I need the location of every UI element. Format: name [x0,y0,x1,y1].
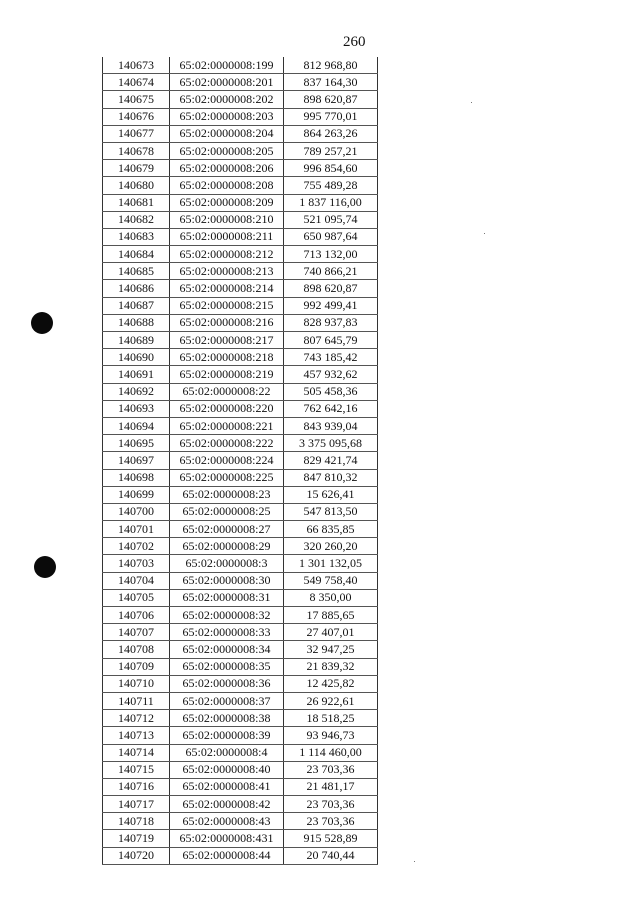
cadastral-number-cell: 65:02:0000008:431 [170,830,284,847]
cadastral-number-cell: 65:02:0000008:23 [170,486,284,503]
row-id-cell: 140677 [103,125,170,142]
row-id-cell: 140714 [103,744,170,761]
table-row [103,91,378,108]
row-id-cell: 140700 [103,503,170,520]
amount-cell: 26 922,61 [284,692,378,709]
row-id-cell: 140718 [103,813,170,830]
table-row [103,435,378,452]
amount-cell: 17 885,65 [284,607,378,624]
table-row [103,761,378,778]
cadastral-number-cell: 65:02:0000008:216 [170,314,284,331]
table-row [103,675,378,692]
amount-cell: 915 528,89 [284,830,378,847]
row-id-cell: 140702 [103,538,170,555]
amount-cell: 807 645,79 [284,332,378,349]
amount-cell: 66 835,85 [284,521,378,538]
table-row [103,280,378,297]
cadastral-number-cell: 65:02:0000008:35 [170,658,284,675]
cadastral-number-cell: 65:02:0000008:222 [170,435,284,452]
cadastral-number-cell: 65:02:0000008:208 [170,177,284,194]
row-id-cell: 140712 [103,710,170,727]
row-id-cell: 140685 [103,263,170,280]
amount-cell: 864 263,26 [284,125,378,142]
row-id-cell: 140688 [103,314,170,331]
table-row [103,383,378,400]
cadastral-number-cell: 65:02:0000008:225 [170,469,284,486]
table-row [103,452,378,469]
amount-cell: 996 854,60 [284,160,378,177]
amount-cell: 505 458,36 [284,383,378,400]
amount-cell: 521 095,74 [284,211,378,228]
amount-cell: 549 758,40 [284,572,378,589]
table-row [103,796,378,813]
amount-cell: 743 185,42 [284,349,378,366]
cadastral-number-cell: 65:02:0000008:199 [170,57,284,74]
cadastral-number-cell: 65:02:0000008:42 [170,796,284,813]
table-row [103,538,378,555]
cadastral-number-cell: 65:02:0000008:204 [170,125,284,142]
amount-cell: 828 937,83 [284,314,378,331]
row-id-cell: 140706 [103,607,170,624]
amount-cell: 12 425,82 [284,675,378,692]
scan-speck [471,102,472,103]
row-id-cell: 140715 [103,761,170,778]
row-id-cell: 140709 [103,658,170,675]
cadastral-number-cell: 65:02:0000008:31 [170,589,284,606]
amount-cell: 32 947,25 [284,641,378,658]
table-row [103,194,378,211]
cadastral-number-cell: 65:02:0000008:32 [170,607,284,624]
amount-cell: 457 932,62 [284,366,378,383]
amount-cell: 3 375 095,68 [284,435,378,452]
cadastral-number-cell: 65:02:0000008:215 [170,297,284,314]
cadastral-number-cell: 65:02:0000008:3 [170,555,284,572]
row-id-cell: 140675 [103,91,170,108]
table-row [103,727,378,744]
amount-cell: 23 703,36 [284,761,378,778]
cadastral-number-cell: 65:02:0000008:219 [170,366,284,383]
cadastral-number-cell: 65:02:0000008:221 [170,417,284,434]
cadastral-number-cell: 65:02:0000008:217 [170,332,284,349]
amount-cell: 898 620,87 [284,91,378,108]
table-row [103,486,378,503]
cadastral-number-cell: 65:02:0000008:210 [170,211,284,228]
row-id-cell: 140720 [103,847,170,864]
amount-cell: 21 481,17 [284,778,378,795]
amount-cell: 1 114 460,00 [284,744,378,761]
table-row [103,177,378,194]
amount-cell: 547 813,50 [284,503,378,520]
amount-cell: 27 407,01 [284,624,378,641]
table-row [103,160,378,177]
registry-table [102,57,378,865]
cadastral-number-cell: 65:02:0000008:22 [170,383,284,400]
table-row [103,555,378,572]
cadastral-number-cell: 65:02:0000008:213 [170,263,284,280]
row-id-cell: 140692 [103,383,170,400]
row-id-cell: 140674 [103,74,170,91]
row-id-cell: 140676 [103,108,170,125]
amount-cell: 1 837 116,00 [284,194,378,211]
amount-cell: 762 642,16 [284,400,378,417]
table-row [103,297,378,314]
cadastral-number-cell: 65:02:0000008:214 [170,280,284,297]
table-row [103,607,378,624]
scan-speck [414,861,415,862]
row-id-cell: 140710 [103,675,170,692]
table-row [103,624,378,641]
table-row [103,366,378,383]
amount-cell: 15 626,41 [284,486,378,503]
amount-cell: 837 164,30 [284,74,378,91]
cadastral-number-cell: 65:02:0000008:211 [170,228,284,245]
table-row [103,263,378,280]
cadastral-number-cell: 65:02:0000008:25 [170,503,284,520]
amount-cell: 789 257,21 [284,142,378,159]
table-row [103,211,378,228]
cadastral-number-cell: 65:02:0000008:205 [170,142,284,159]
table-row [103,572,378,589]
table-row [103,332,378,349]
row-id-cell: 140699 [103,486,170,503]
table-row [103,349,378,366]
row-id-cell: 140698 [103,469,170,486]
table-row [103,228,378,245]
cadastral-number-cell: 65:02:0000008:38 [170,710,284,727]
cadastral-number-cell: 65:02:0000008:37 [170,692,284,709]
cadastral-number-cell: 65:02:0000008:43 [170,813,284,830]
cadastral-number-cell: 65:02:0000008:218 [170,349,284,366]
row-id-cell: 140690 [103,349,170,366]
table-row [103,744,378,761]
row-id-cell: 140686 [103,280,170,297]
cadastral-number-cell: 65:02:0000008:206 [170,160,284,177]
amount-cell: 843 939,04 [284,417,378,434]
table-row [103,125,378,142]
row-id-cell: 140673 [103,57,170,74]
row-id-cell: 140713 [103,727,170,744]
table-row [103,658,378,675]
cadastral-number-cell: 65:02:0000008:224 [170,452,284,469]
cadastral-number-cell: 65:02:0000008:36 [170,675,284,692]
amount-cell: 23 703,36 [284,796,378,813]
row-id-cell: 140697 [103,452,170,469]
row-id-cell: 140687 [103,297,170,314]
amount-cell: 847 810,32 [284,469,378,486]
amount-cell: 8 350,00 [284,589,378,606]
row-id-cell: 140708 [103,641,170,658]
row-id-cell: 140679 [103,160,170,177]
cadastral-number-cell: 65:02:0000008:39 [170,727,284,744]
amount-cell: 18 518,25 [284,710,378,727]
table-row [103,847,378,864]
table-row [103,57,378,74]
row-id-cell: 140716 [103,778,170,795]
table-row [103,108,378,125]
table-row [103,778,378,795]
cadastral-number-cell: 65:02:0000008:27 [170,521,284,538]
amount-cell: 755 489,28 [284,177,378,194]
cadastral-number-cell: 65:02:0000008:203 [170,108,284,125]
amount-cell: 829 421,74 [284,452,378,469]
amount-cell: 992 499,41 [284,297,378,314]
cadastral-number-cell: 65:02:0000008:33 [170,624,284,641]
table-row [103,830,378,847]
row-id-cell: 140693 [103,400,170,417]
row-id-cell: 140704 [103,572,170,589]
punch-hole [34,556,56,578]
scan-speck [484,233,485,234]
amount-cell: 20 740,44 [284,847,378,864]
table-row [103,314,378,331]
table-row [103,692,378,709]
amount-cell: 1 301 132,05 [284,555,378,572]
table-row [103,74,378,91]
row-id-cell: 140683 [103,228,170,245]
amount-cell: 995 770,01 [284,108,378,125]
table-row [103,469,378,486]
cadastral-number-cell: 65:02:0000008:41 [170,778,284,795]
registry-table-body [103,57,378,864]
row-id-cell: 140711 [103,692,170,709]
table-row [103,503,378,520]
amount-cell: 320 260,20 [284,538,378,555]
row-id-cell: 140689 [103,332,170,349]
cadastral-number-cell: 65:02:0000008:201 [170,74,284,91]
cadastral-number-cell: 65:02:0000008:30 [170,572,284,589]
row-id-cell: 140684 [103,246,170,263]
row-id-cell: 140694 [103,417,170,434]
amount-cell: 740 866,21 [284,263,378,280]
table-row [103,589,378,606]
row-id-cell: 140682 [103,211,170,228]
table-row [103,246,378,263]
table-row [103,400,378,417]
cadastral-number-cell: 65:02:0000008:220 [170,400,284,417]
cadastral-number-cell: 65:02:0000008:44 [170,847,284,864]
amount-cell: 898 620,87 [284,280,378,297]
table-row [103,142,378,159]
page-number: 260 [343,34,366,50]
row-id-cell: 140705 [103,589,170,606]
amount-cell: 93 946,73 [284,727,378,744]
row-id-cell: 140703 [103,555,170,572]
row-id-cell: 140707 [103,624,170,641]
amount-cell: 21 839,32 [284,658,378,675]
row-id-cell: 140719 [103,830,170,847]
punch-hole [31,312,53,334]
amount-cell: 812 968,80 [284,57,378,74]
cadastral-number-cell: 65:02:0000008:202 [170,91,284,108]
row-id-cell: 140695 [103,435,170,452]
row-id-cell: 140678 [103,142,170,159]
row-id-cell: 140680 [103,177,170,194]
amount-cell: 713 132,00 [284,246,378,263]
row-id-cell: 140691 [103,366,170,383]
cadastral-number-cell: 65:02:0000008:29 [170,538,284,555]
cadastral-number-cell: 65:02:0000008:212 [170,246,284,263]
amount-cell: 650 987,64 [284,228,378,245]
row-id-cell: 140717 [103,796,170,813]
cadastral-number-cell: 65:02:0000008:209 [170,194,284,211]
table-row [103,710,378,727]
row-id-cell: 140701 [103,521,170,538]
table-row [103,641,378,658]
table-row [103,813,378,830]
cadastral-number-cell: 65:02:0000008:34 [170,641,284,658]
table-row [103,417,378,434]
row-id-cell: 140681 [103,194,170,211]
amount-cell: 23 703,36 [284,813,378,830]
cadastral-number-cell: 65:02:0000008:40 [170,761,284,778]
table-row [103,521,378,538]
cadastral-number-cell: 65:02:0000008:4 [170,744,284,761]
